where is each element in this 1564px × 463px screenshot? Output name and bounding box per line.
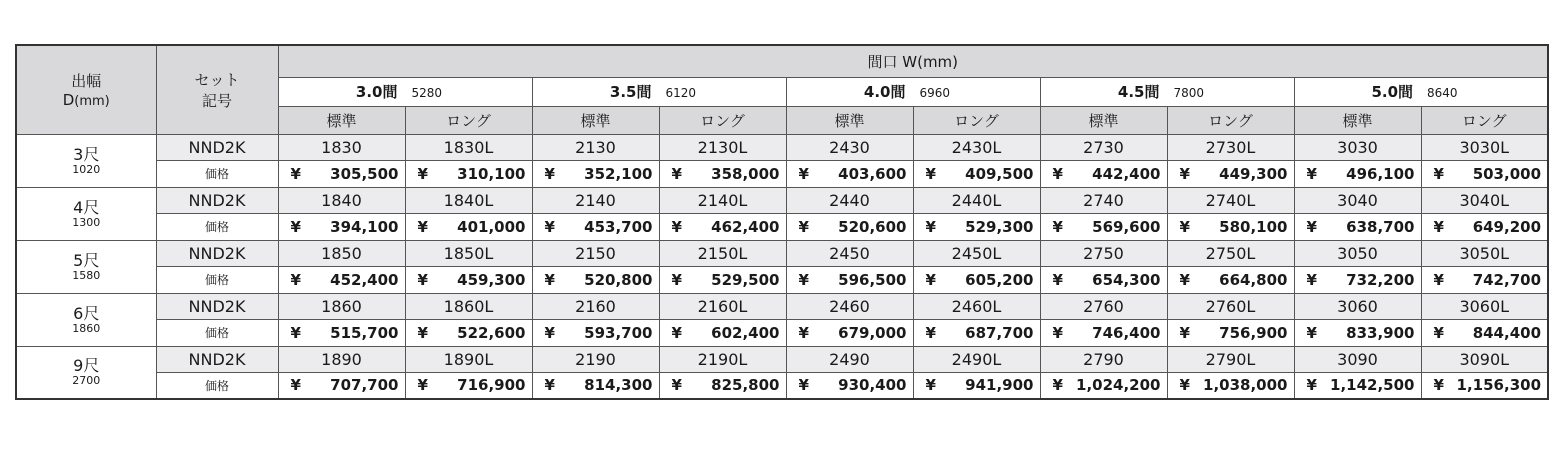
price-cell bbox=[278, 160, 405, 187]
yen-symbol: ¥ bbox=[1306, 323, 1317, 342]
depth-header-line2 bbox=[17, 91, 156, 109]
bay-width-mm: 6960 bbox=[919, 86, 951, 100]
bay-name: 4.0間 bbox=[863, 83, 906, 101]
price-value: 515,700 bbox=[330, 323, 399, 342]
price-value: 707,700 bbox=[330, 376, 399, 395]
depth-shaku: 6尺 bbox=[73, 303, 100, 323]
price-cell bbox=[1167, 213, 1294, 240]
product-code: 2430 bbox=[786, 134, 913, 160]
price-value: 756,900 bbox=[1219, 323, 1288, 342]
product-code: 2490L bbox=[913, 346, 1040, 372]
yen-symbol: ¥ bbox=[544, 376, 555, 395]
yen-symbol: ¥ bbox=[1052, 376, 1063, 395]
product-code: 2460 bbox=[786, 293, 913, 319]
product-code: 2190 bbox=[532, 346, 659, 372]
yen-symbol: ¥ bbox=[798, 323, 809, 342]
price-value: 930,400 bbox=[838, 376, 907, 395]
price-value: 679,000 bbox=[838, 323, 907, 342]
price-cell bbox=[659, 213, 786, 240]
yen-symbol: ¥ bbox=[1179, 323, 1190, 342]
price-cell bbox=[1040, 160, 1167, 187]
set-header bbox=[156, 45, 278, 134]
product-code: 3030L bbox=[1421, 134, 1548, 160]
price-value: 687,700 bbox=[965, 323, 1034, 342]
yen-symbol: ¥ bbox=[925, 323, 936, 342]
product-code: 1840 bbox=[278, 187, 405, 213]
product-code: 2130 bbox=[532, 134, 659, 160]
price-value: 1,156,300 bbox=[1456, 376, 1542, 395]
code-row bbox=[16, 240, 1548, 266]
price-cell bbox=[1040, 319, 1167, 346]
price-cell bbox=[659, 266, 786, 293]
product-code: 2450L bbox=[913, 240, 1040, 266]
product-code: 3050 bbox=[1294, 240, 1421, 266]
price-cell bbox=[1421, 372, 1548, 399]
product-code: 1890 bbox=[278, 346, 405, 372]
product-code: 1830 bbox=[278, 134, 405, 160]
bay-width-mm: 6120 bbox=[665, 86, 697, 100]
product-code: 2150 bbox=[532, 240, 659, 266]
price-value: 449,300 bbox=[1219, 164, 1288, 183]
price-cell bbox=[786, 319, 913, 346]
price-value: 310,100 bbox=[457, 164, 526, 183]
long-header: ロング bbox=[1421, 106, 1548, 134]
price-value: 1,142,500 bbox=[1330, 376, 1415, 395]
bay-width-mm: 7800 bbox=[1173, 86, 1205, 100]
product-code: 2750 bbox=[1040, 240, 1167, 266]
long-header: ロング bbox=[405, 106, 532, 134]
price-value: 580,100 bbox=[1219, 217, 1288, 236]
yen-symbol: ¥ bbox=[1306, 270, 1317, 289]
price-value: 941,900 bbox=[965, 376, 1034, 395]
header-row-width bbox=[16, 45, 1548, 77]
price-cell bbox=[1294, 319, 1421, 346]
depth-header bbox=[16, 45, 156, 134]
yen-symbol: ¥ bbox=[417, 376, 428, 395]
product-code: 2490 bbox=[786, 346, 913, 372]
long-header: ロング bbox=[1167, 106, 1294, 134]
product-code: 2450 bbox=[786, 240, 913, 266]
product-code: 3040 bbox=[1294, 187, 1421, 213]
yen-symbol: ¥ bbox=[925, 376, 936, 395]
yen-symbol: ¥ bbox=[417, 164, 428, 183]
product-code: 2790 bbox=[1040, 346, 1167, 372]
price-cell bbox=[1421, 266, 1548, 293]
price-cell bbox=[532, 266, 659, 293]
yen-symbol: ¥ bbox=[544, 217, 555, 236]
bay-header-1 bbox=[532, 77, 786, 106]
depth-mm: 2700 bbox=[72, 374, 101, 388]
product-code: 3030 bbox=[1294, 134, 1421, 160]
price-row bbox=[16, 266, 1548, 293]
price-value: 459,300 bbox=[457, 270, 526, 289]
standard-header: 標準 bbox=[786, 106, 913, 134]
product-code: 1830L bbox=[405, 134, 532, 160]
price-cell bbox=[278, 372, 405, 399]
product-code: 3050L bbox=[1421, 240, 1548, 266]
depth-cell bbox=[16, 240, 156, 293]
price-value: 522,600 bbox=[457, 323, 526, 342]
price-cell bbox=[913, 372, 1040, 399]
price-value: 409,500 bbox=[965, 164, 1034, 183]
price-value: 569,600 bbox=[1092, 217, 1161, 236]
price-table-body bbox=[16, 45, 1548, 399]
price-row bbox=[16, 319, 1548, 346]
price-cell bbox=[659, 319, 786, 346]
price-value: 394,100 bbox=[330, 217, 399, 236]
price-cell bbox=[532, 160, 659, 187]
yen-symbol: ¥ bbox=[671, 323, 682, 342]
set-code: NND2K bbox=[156, 346, 278, 372]
price-cell bbox=[1167, 372, 1294, 399]
yen-symbol: ¥ bbox=[290, 376, 301, 395]
price-label: 価格 bbox=[156, 319, 278, 346]
yen-symbol: ¥ bbox=[290, 217, 301, 236]
bay-header-2 bbox=[786, 77, 1040, 106]
set-code: NND2K bbox=[156, 187, 278, 213]
depth-shaku: 9尺 bbox=[73, 356, 100, 376]
yen-symbol: ¥ bbox=[290, 164, 301, 183]
depth-mm: 1860 bbox=[72, 321, 101, 335]
width-group-header bbox=[278, 45, 1548, 77]
price-value: 520,600 bbox=[838, 217, 907, 236]
yen-symbol: ¥ bbox=[1179, 164, 1190, 183]
yen-symbol: ¥ bbox=[798, 217, 809, 236]
price-cell bbox=[405, 160, 532, 187]
price-value: 503,000 bbox=[1472, 164, 1542, 183]
depth-header-prefix: D bbox=[62, 91, 75, 110]
price-cell bbox=[1167, 266, 1294, 293]
price-value: 403,600 bbox=[838, 164, 907, 183]
price-value: 352,100 bbox=[584, 164, 653, 183]
product-code: 2130L bbox=[659, 134, 786, 160]
product-code: 3060L bbox=[1421, 293, 1548, 319]
price-value: 605,200 bbox=[965, 270, 1034, 289]
code-row bbox=[16, 293, 1548, 319]
price-value: 742,700 bbox=[1472, 270, 1542, 289]
yen-symbol: ¥ bbox=[417, 270, 428, 289]
yen-symbol: ¥ bbox=[925, 217, 936, 236]
price-cell bbox=[786, 160, 913, 187]
product-code: 2150L bbox=[659, 240, 786, 266]
price-value: 452,400 bbox=[330, 270, 399, 289]
bay-width-mm: 8640 bbox=[1427, 86, 1458, 100]
price-cell bbox=[659, 372, 786, 399]
price-label: 価格 bbox=[156, 160, 278, 187]
set-code: NND2K bbox=[156, 240, 278, 266]
yen-symbol: ¥ bbox=[544, 323, 555, 342]
bay-header-4 bbox=[1294, 77, 1548, 106]
yen-symbol: ¥ bbox=[290, 270, 301, 289]
yen-symbol: ¥ bbox=[1433, 323, 1444, 342]
depth-cell bbox=[16, 187, 156, 240]
price-cell bbox=[1167, 319, 1294, 346]
price-cell bbox=[1294, 266, 1421, 293]
standard-header: 標準 bbox=[532, 106, 659, 134]
price-value: 732,200 bbox=[1346, 270, 1415, 289]
product-code: 2430L bbox=[913, 134, 1040, 160]
price-cell bbox=[532, 319, 659, 346]
price-cell bbox=[786, 213, 913, 240]
price-row bbox=[16, 372, 1548, 399]
price-value: 602,400 bbox=[711, 323, 780, 342]
yen-symbol: ¥ bbox=[1306, 217, 1317, 236]
code-row bbox=[16, 346, 1548, 372]
price-cell bbox=[1294, 372, 1421, 399]
price-cell bbox=[405, 372, 532, 399]
yen-symbol: ¥ bbox=[417, 217, 428, 236]
depth-shaku: 4尺 bbox=[73, 197, 100, 217]
product-code: 2440 bbox=[786, 187, 913, 213]
product-code: 2460L bbox=[913, 293, 1040, 319]
price-value: 638,700 bbox=[1346, 217, 1415, 236]
price-cell bbox=[1040, 213, 1167, 240]
product-code: 2140L bbox=[659, 187, 786, 213]
price-value: 520,800 bbox=[584, 270, 653, 289]
bay-header-0 bbox=[278, 77, 532, 106]
long-header: ロング bbox=[659, 106, 786, 134]
price-table bbox=[15, 44, 1549, 400]
price-value: 442,400 bbox=[1092, 164, 1161, 183]
price-cell bbox=[1421, 319, 1548, 346]
set-header-line1: セット bbox=[194, 70, 240, 89]
price-value: 746,400 bbox=[1092, 323, 1161, 342]
standard-header: 標準 bbox=[278, 106, 405, 134]
price-label: 価格 bbox=[156, 372, 278, 399]
product-code: 2730 bbox=[1040, 134, 1167, 160]
width-unit: (mm) bbox=[917, 52, 959, 71]
price-cell bbox=[1040, 372, 1167, 399]
product-code: 2740L bbox=[1167, 187, 1294, 213]
product-code: 3090 bbox=[1294, 346, 1421, 372]
price-value: 305,500 bbox=[330, 164, 399, 183]
yen-symbol: ¥ bbox=[544, 164, 555, 183]
price-cell bbox=[278, 213, 405, 240]
price-value: 654,300 bbox=[1092, 270, 1161, 289]
depth-cell bbox=[16, 293, 156, 346]
price-value: 1,038,000 bbox=[1203, 376, 1288, 395]
yen-symbol: ¥ bbox=[925, 164, 936, 183]
product-code: 2740 bbox=[1040, 187, 1167, 213]
depth-mm: 1300 bbox=[72, 215, 101, 229]
depth-mm: 1020 bbox=[72, 162, 101, 176]
set-code: NND2K bbox=[156, 134, 278, 160]
yen-symbol: ¥ bbox=[544, 270, 555, 289]
yen-symbol: ¥ bbox=[1306, 376, 1317, 395]
yen-symbol: ¥ bbox=[1052, 323, 1063, 342]
price-value: 1,024,200 bbox=[1076, 376, 1161, 395]
set-code: NND2K bbox=[156, 293, 278, 319]
yen-symbol: ¥ bbox=[1179, 270, 1190, 289]
product-code: 2750L bbox=[1167, 240, 1294, 266]
yen-symbol: ¥ bbox=[798, 270, 809, 289]
standard-header: 標準 bbox=[1040, 106, 1167, 134]
product-code: 3040L bbox=[1421, 187, 1548, 213]
depth-shaku: 3尺 bbox=[73, 144, 100, 164]
price-cell bbox=[405, 319, 532, 346]
product-code: 2760L bbox=[1167, 293, 1294, 319]
yen-symbol: ¥ bbox=[1433, 376, 1444, 395]
product-code: 3060 bbox=[1294, 293, 1421, 319]
price-cell bbox=[405, 266, 532, 293]
bay-header-3 bbox=[1040, 77, 1294, 106]
yen-symbol: ¥ bbox=[1306, 164, 1317, 183]
depth-cell bbox=[16, 134, 156, 187]
yen-symbol: ¥ bbox=[1052, 217, 1063, 236]
yen-symbol: ¥ bbox=[417, 323, 428, 342]
product-code: 2160 bbox=[532, 293, 659, 319]
product-code: 2760 bbox=[1040, 293, 1167, 319]
price-cell bbox=[1294, 160, 1421, 187]
product-code: 2440L bbox=[913, 187, 1040, 213]
bay-name: 5.0間 bbox=[1371, 83, 1414, 101]
yen-symbol: ¥ bbox=[290, 323, 301, 342]
price-value: 649,200 bbox=[1472, 217, 1542, 236]
price-value: 529,300 bbox=[965, 217, 1034, 236]
yen-symbol: ¥ bbox=[671, 376, 682, 395]
bay-name: 4.5間 bbox=[1117, 83, 1160, 101]
yen-symbol: ¥ bbox=[1179, 376, 1190, 395]
yen-symbol: ¥ bbox=[1052, 270, 1063, 289]
price-cell bbox=[913, 213, 1040, 240]
code-row bbox=[16, 187, 1548, 213]
price-value: 453,700 bbox=[584, 217, 653, 236]
depth-cell bbox=[16, 346, 156, 399]
price-cell bbox=[405, 213, 532, 240]
product-code: 3090L bbox=[1421, 346, 1548, 372]
yen-symbol: ¥ bbox=[1179, 217, 1190, 236]
price-cell bbox=[786, 266, 913, 293]
price-value: 529,500 bbox=[711, 270, 780, 289]
yen-symbol: ¥ bbox=[798, 376, 809, 395]
product-code: 1860L bbox=[405, 293, 532, 319]
price-cell bbox=[913, 160, 1040, 187]
price-cell bbox=[532, 372, 659, 399]
price-cell bbox=[1167, 160, 1294, 187]
product-code: 2160L bbox=[659, 293, 786, 319]
product-code: 2730L bbox=[1167, 134, 1294, 160]
depth-header-line1: 出幅 bbox=[71, 72, 102, 91]
price-cell bbox=[1421, 160, 1548, 187]
yen-symbol: ¥ bbox=[1433, 164, 1444, 183]
yen-symbol: ¥ bbox=[671, 164, 682, 183]
yen-symbol: ¥ bbox=[1052, 164, 1063, 183]
yen-symbol: ¥ bbox=[798, 164, 809, 183]
depth-shaku: 5尺 bbox=[73, 250, 100, 270]
yen-symbol: ¥ bbox=[925, 270, 936, 289]
price-value: 496,100 bbox=[1346, 164, 1415, 183]
price-value: 401,000 bbox=[457, 217, 526, 236]
price-cell bbox=[278, 319, 405, 346]
product-code: 1840L bbox=[405, 187, 532, 213]
price-cell bbox=[1421, 213, 1548, 240]
product-code: 2190L bbox=[659, 346, 786, 372]
price-label: 価格 bbox=[156, 213, 278, 240]
width-title: 間口 W bbox=[867, 52, 918, 71]
yen-symbol: ¥ bbox=[671, 217, 682, 236]
price-value: 814,300 bbox=[584, 376, 653, 395]
price-value: 593,700 bbox=[584, 323, 653, 342]
price-cell bbox=[786, 372, 913, 399]
price-value: 825,800 bbox=[711, 376, 780, 395]
price-cell bbox=[1294, 213, 1421, 240]
price-cell bbox=[659, 160, 786, 187]
price-value: 716,900 bbox=[457, 376, 526, 395]
yen-symbol: ¥ bbox=[1433, 217, 1444, 236]
price-cell bbox=[913, 319, 1040, 346]
yen-symbol: ¥ bbox=[1433, 270, 1444, 289]
product-code: 1860 bbox=[278, 293, 405, 319]
product-code: 1850 bbox=[278, 240, 405, 266]
bay-name: 3.0間 bbox=[355, 83, 398, 101]
price-value: 833,900 bbox=[1346, 323, 1415, 342]
set-header-line2: 記号 bbox=[201, 91, 232, 110]
standard-header: 標準 bbox=[1294, 106, 1421, 134]
bay-name: 3.5間 bbox=[609, 83, 652, 101]
price-value: 664,800 bbox=[1219, 270, 1288, 289]
price-cell bbox=[1040, 266, 1167, 293]
yen-symbol: ¥ bbox=[671, 270, 682, 289]
product-code: 1850L bbox=[405, 240, 532, 266]
long-header: ロング bbox=[913, 106, 1040, 134]
depth-mm: 1580 bbox=[72, 268, 101, 282]
code-row bbox=[16, 134, 1548, 160]
price-row bbox=[16, 160, 1548, 187]
price-value: 358,000 bbox=[711, 164, 780, 183]
price-value: 596,500 bbox=[838, 270, 907, 289]
price-label: 価格 bbox=[156, 266, 278, 293]
price-cell bbox=[278, 266, 405, 293]
price-value: 844,400 bbox=[1472, 323, 1542, 342]
product-code: 1890L bbox=[405, 346, 532, 372]
bay-width-mm: 5280 bbox=[411, 86, 443, 100]
price-cell bbox=[532, 213, 659, 240]
price-cell bbox=[913, 266, 1040, 293]
product-code: 2790L bbox=[1167, 346, 1294, 372]
price-row bbox=[16, 213, 1548, 240]
price-value: 462,400 bbox=[711, 217, 780, 236]
depth-header-unit: (mm) bbox=[74, 94, 110, 110]
product-code: 2140 bbox=[532, 187, 659, 213]
